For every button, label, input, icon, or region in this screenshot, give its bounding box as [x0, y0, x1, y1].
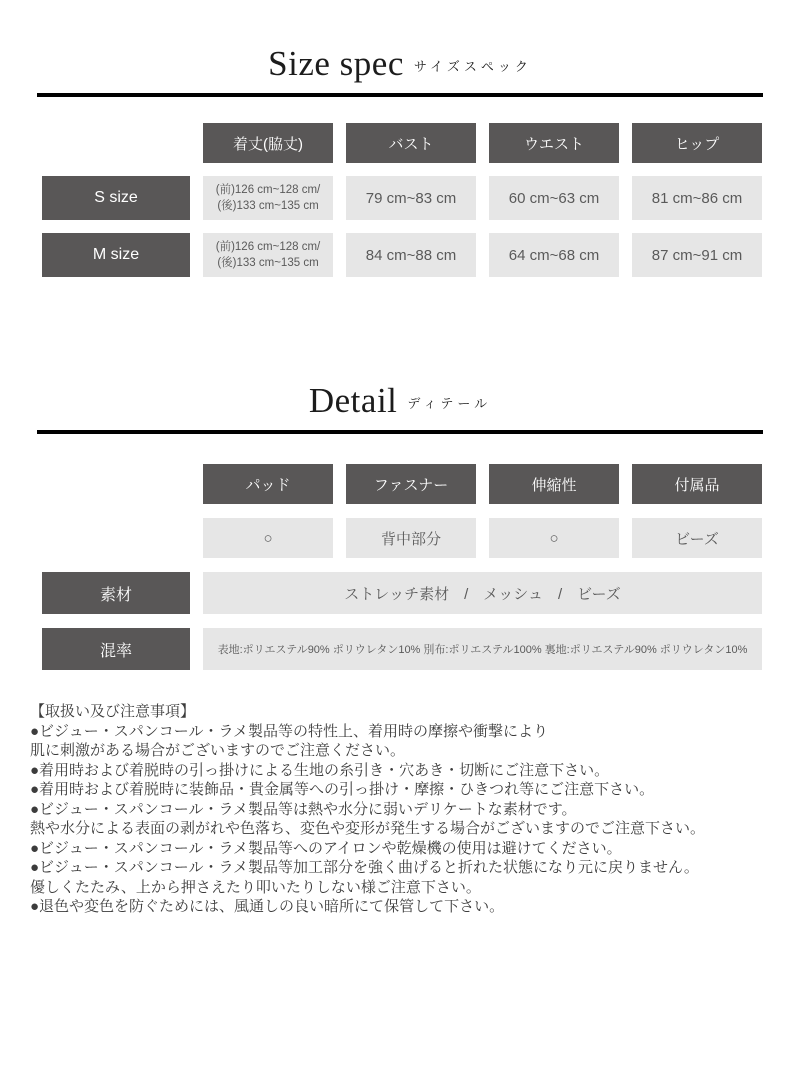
care-note-line: 肌に刺激がある場合がございますのでご注意ください。 — [30, 742, 406, 759]
detail-cell-pad: ○ — [203, 518, 333, 558]
size-table-corner — [42, 123, 190, 163]
care-note-line: 優しくたたみ、上から押さえたり叩いたりしない様ご注意下さい。 — [30, 878, 481, 896]
size-cell-s-waist: 60 cm~63 cm — [489, 176, 619, 220]
size-cell-s-bust: 79 cm~83 cm — [346, 176, 476, 220]
care-note-line: ●ビジュー・スパンコール・ラメ製品等へのアイロンや乾燥機の使用は避けてください。 — [30, 839, 622, 857]
detail-col-header-fastener: ファスナー — [346, 464, 476, 504]
size-spec-title-en: Size spec — [268, 44, 404, 83]
care-note-line: ●着用時および着脱時の引っ掛けによる生地の糸引き・穴あき・切断にご注意下さい。 — [30, 761, 610, 779]
mixture-value: 表地:ポリエステル90% ポリウレタン10% 別布:ポリエステル100% 裏地:ポリエステル90% ポリウレタン10% — [203, 628, 762, 670]
care-note-line: ●ビジュー・スパンコール・ラメ製品等の特性上、着用時の摩擦や衝撃により — [30, 722, 549, 740]
mixture-row-label: 混率 — [42, 628, 190, 670]
material-value: ストレッチ素材 / メッシュ / ビーズ — [203, 572, 762, 614]
care-note-line: ●着用時および着脱時に装飾品・貴金属等への引っ掛け・摩擦・ひきつれ等にご注意下さい。 — [30, 781, 655, 798]
size-cell-m-length — [203, 233, 333, 277]
size-cell-m-bust: 84 cm~88 cm — [346, 233, 476, 277]
size-col-header-hip: ヒップ — [632, 123, 762, 163]
size-spec-title-ja: サイズスペック — [413, 59, 532, 74]
detail-cell-fastener: 背中部分 — [346, 518, 476, 558]
detail-divider — [37, 430, 763, 434]
detail-col-header-pad: パッド — [203, 464, 333, 504]
size-cell-s-length-front: (前)126 cm~128 cm/ — [215, 184, 321, 196]
detail-title — [0, 381, 800, 421]
detail-table-spacer — [42, 518, 190, 558]
size-cell-s-length — [203, 176, 333, 220]
care-note-line: ●ビジュー・スパンコール・ラメ製品等は熱や水分に弱いデリケートな素材です。 — [30, 800, 577, 818]
detail-table-corner — [42, 464, 190, 504]
care-notes-heading: 【取扱い及び注意事項】 — [30, 703, 196, 720]
detail-title-en: Detail — [308, 381, 398, 420]
care-note-line: ●ビジュー・スパンコール・ラメ製品等加工部分を強く曲げると折れた状態になり元に戻りません。 — [30, 859, 699, 876]
detail-col-header-accessory: 付属品 — [632, 464, 762, 504]
care-note-line: ●退色や変色を防ぐためには、風通しの良い暗所にて保管して下さい。 — [30, 898, 505, 915]
size-cell-m-hip: 87 cm~91 cm — [632, 233, 762, 277]
care-note-line: 熱や水分による表面の剥がれや色落ち、変色や変形が発生する場合がございますのでご注意下さい。 — [30, 820, 706, 837]
care-notes — [30, 702, 800, 917]
detail-title-ja: ディテール — [407, 396, 492, 411]
size-cell-m-length-back: (後)133 cm~135 cm — [217, 257, 319, 269]
size-spec-divider — [37, 93, 763, 97]
detail-table — [42, 464, 762, 670]
size-col-header-bust: バスト — [346, 123, 476, 163]
size-row-label-s: S size — [42, 176, 190, 220]
detail-cell-stretch: ○ — [489, 518, 619, 558]
size-cell-m-waist: 64 cm~68 cm — [489, 233, 619, 277]
size-row-label-m: M size — [42, 233, 190, 277]
size-col-header-length: 着丈(脇丈) — [203, 123, 333, 163]
size-cell-m-length-front: (前)126 cm~128 cm/ — [215, 241, 321, 253]
detail-cell-accessory: ビーズ — [632, 518, 762, 558]
size-col-header-waist: ウエスト — [489, 123, 619, 163]
size-cell-s-length-back: (後)133 cm~135 cm — [217, 200, 319, 212]
size-spec-title — [0, 0, 800, 84]
detail-col-header-stretch: 伸縮性 — [489, 464, 619, 504]
size-cell-s-hip: 81 cm~86 cm — [632, 176, 762, 220]
material-row-label: 素材 — [42, 572, 190, 614]
size-table — [42, 123, 762, 277]
